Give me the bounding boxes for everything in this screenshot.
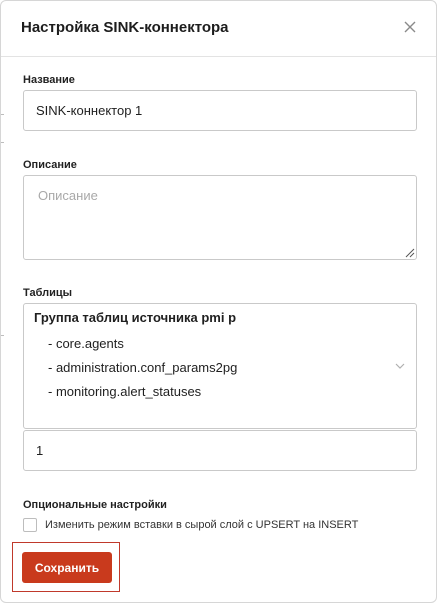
resize-grip-icon[interactable] — [403, 246, 415, 258]
background-edge-mark — [1, 335, 4, 336]
close-icon — [400, 17, 420, 37]
description-textarea[interactable] — [23, 175, 417, 260]
table-item[interactable]: - administration.conf_params2pg — [48, 360, 238, 375]
name-input[interactable] — [23, 90, 417, 131]
description-label: Описание — [23, 159, 77, 171]
insert-mode-option[interactable] — [23, 517, 358, 533]
table-item[interactable]: - monitoring.alert_statuses — [48, 384, 202, 399]
dialog-title: Настройка SINK-коннектора — [21, 19, 229, 36]
tables-select[interactable] — [23, 303, 417, 429]
optional-settings-label: Опциональные настройки — [23, 499, 167, 511]
insert-mode-checkbox[interactable] — [23, 518, 37, 532]
table-item[interactable]: - core.agents — [48, 336, 124, 351]
tables-label: Таблицы — [23, 287, 72, 299]
close-button[interactable] — [400, 17, 420, 37]
dialog-header — [1, 1, 436, 57]
background-edge-mark — [1, 114, 4, 115]
name-label: Название — [23, 74, 75, 86]
background-edge-mark — [1, 142, 4, 143]
tables-count-input[interactable] — [23, 430, 417, 471]
save-button[interactable]: Сохранить — [22, 552, 112, 583]
chevron-down-icon[interactable] — [394, 360, 406, 372]
table-group-title: Группа таблиц источника pmi p — [34, 310, 237, 325]
insert-mode-label[interactable]: Изменить режим вставки в сырой слой с UPSERT на INSERT — [45, 519, 359, 531]
